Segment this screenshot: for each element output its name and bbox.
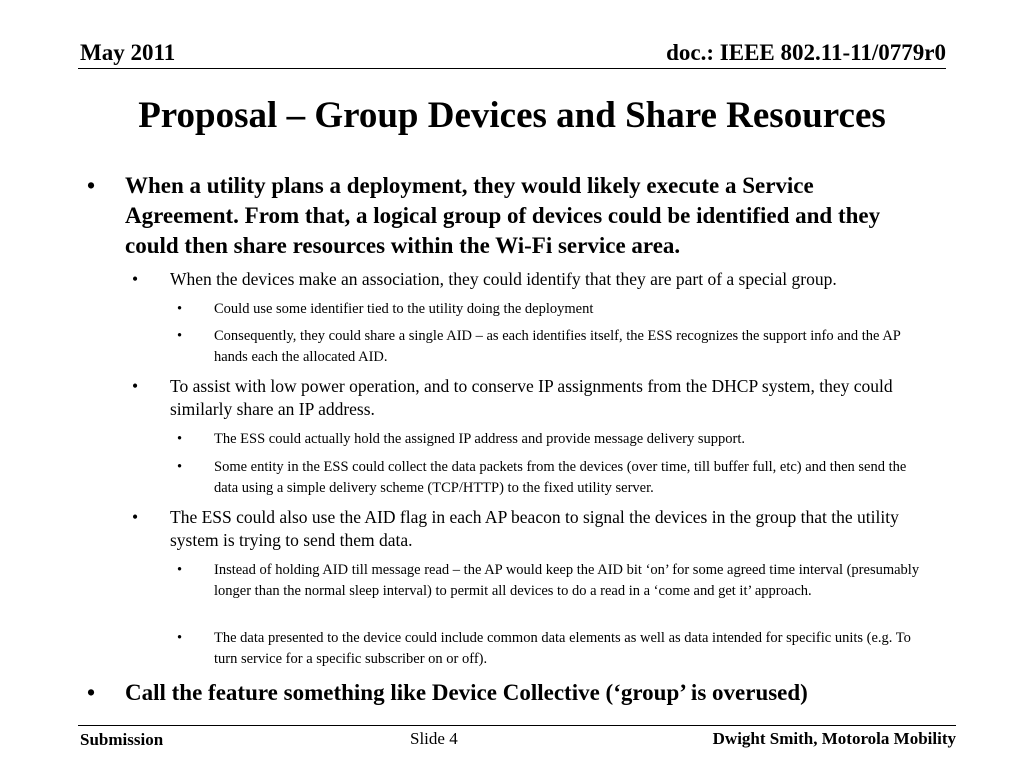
slide-title: Proposal – Group Devices and Share Resources [138,95,886,136]
bullet-glyph: • [177,301,183,317]
bullet-text: Could use some identifier tied to the utility doing the deployment [214,301,594,317]
bullet-glyph: • [87,680,96,705]
bullet-item-level3 [177,457,934,499]
bullet-text: Consequently, they could share a single AID – as each identifies itself, the ESS recognizes the support info and the AP hands each the allocated AID. [214,328,901,365]
bullet-item-level3 [177,429,934,450]
bullet-item-level1 [87,678,925,708]
bullet-glyph: • [177,328,183,344]
bullet-text: Some entity in the ESS could collect the data packets from the devices (over time, till buffer full, etc) and then send the data using a simple delivery scheme (TCP/HTTP) to the fixed utility server. [214,459,907,496]
bullet-item-level2 [132,375,940,421]
bullet-item-level2 [132,506,940,552]
bullet-text: The ESS could also use the AID flag in each AP beacon to signal the devices in the group that the utility system is trying to send them data. [170,507,899,550]
bullet-glyph: • [132,376,139,396]
header-date: May 2011 [80,40,176,65]
bullet-glyph: • [177,562,183,578]
bullet-glyph: • [87,173,96,198]
bullet-text: Instead of holding AID till message read – the AP would keep the AID bit ‘on’ for some agreed time interval (presumably longer than the normal sleep interval) to permit all devices to do a read in a ‘come and get it’ approach. [214,562,920,599]
bullet-text: When the devices make an association, they could identify that they are part of a special group. [170,269,837,289]
bullet-item-level3 [177,299,934,320]
bullet-glyph: • [132,507,139,527]
bullet-text: Call the feature something like Device Collective (‘group’ is overused) [125,680,808,705]
footer-divider [78,725,956,726]
bullet-text: To assist with low power operation, and to conserve IP assignments from the DHCP system, they could similarly share an IP address. [170,376,893,419]
bullet-text: The data presented to the device could include common data elements as well as data intended for specific units (e.g. To turn service for a specific subscriber on or off). [214,630,911,667]
bullet-text: The ESS could actually hold the assigned IP address and provide message delivery support. [214,431,746,447]
bullet-item-level2 [132,268,940,291]
header-doc-id: doc.: IEEE 802.11-11/0779r0 [666,40,946,65]
bullet-item-level3 [177,628,934,670]
bullet-item-level1 [87,171,925,261]
bullet-item-level3 [177,326,934,368]
bullet-glyph: • [177,431,183,447]
bullet-text: When a utility plans a deployment, they would likely execute a Service Agreement. From that, a logical group of devices could be identified and they could then share resources within the Wi-Fi service area. [125,173,881,258]
bullet-item-level3 [177,560,934,602]
bullet-glyph: • [177,459,183,475]
footer-submission: Submission [80,730,164,749]
bullet-glyph: • [132,269,139,289]
bullet-glyph: • [177,630,183,646]
footer-author: Dwight Smith, Motorola Mobility [712,729,956,748]
header-divider [78,68,946,69]
slide-number: Slide 4 [410,729,458,748]
